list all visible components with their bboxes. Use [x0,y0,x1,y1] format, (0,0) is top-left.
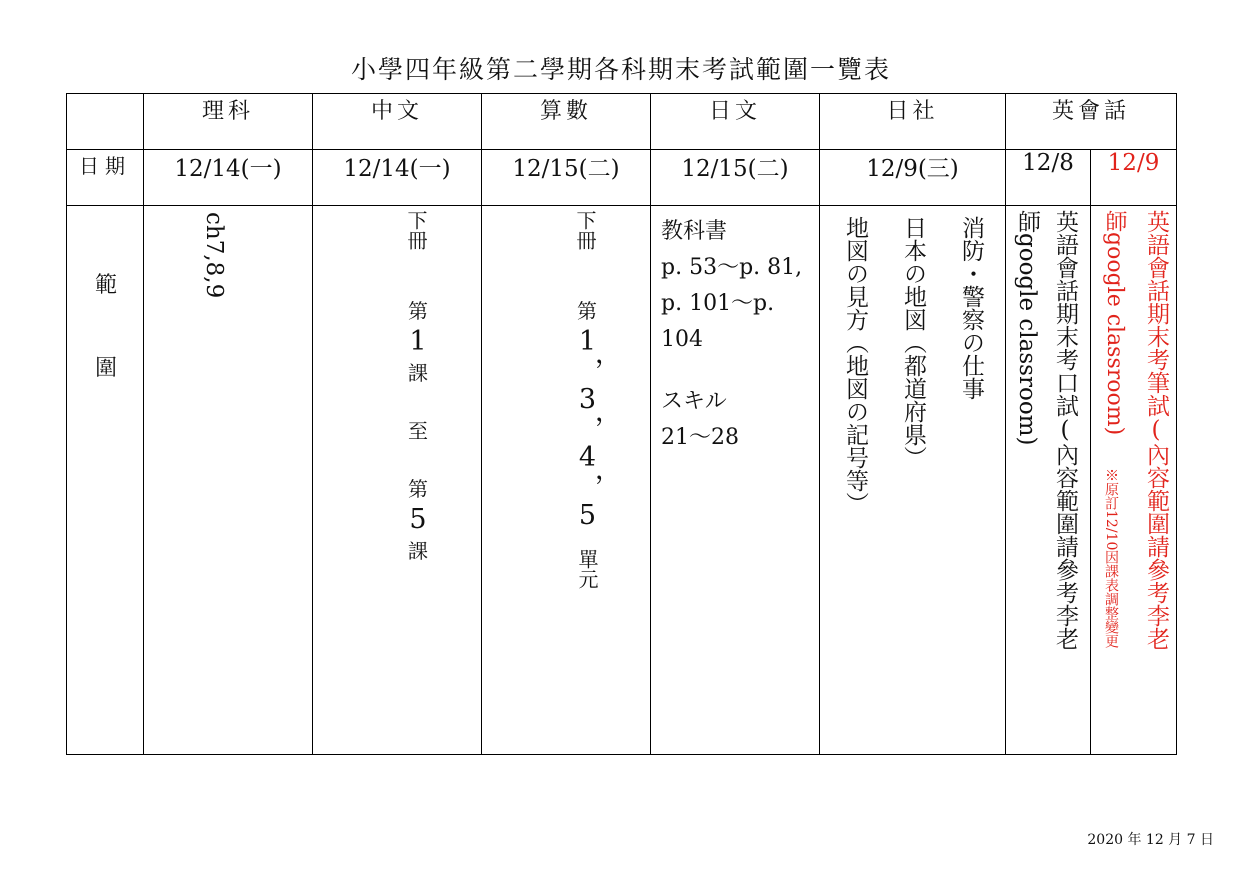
range-row [67,206,1177,755]
exam-range-table [66,93,1177,755]
range-japanese-l3: p. 101～p. 104 [661,291,775,352]
range-chinese-zhi: 至 [408,419,428,443]
range-math [482,206,651,755]
range-chinese-ke2: 課 [408,539,428,563]
range-japanese-l5: 21～28 [661,425,739,450]
range-english-written-note: ※原訂12/10因課表調整變更 [1103,468,1119,649]
footer-date: 2020 年 12 月 7 日 [1087,832,1214,848]
header-math: 算數 [482,94,651,150]
header-chinese: 中文 [313,94,482,150]
range-label-cell [67,206,144,755]
header-japanese: 日文 [651,94,820,150]
range-japanese-l4: スキル [661,389,727,414]
date-math: 12/15(二) [482,150,651,206]
range-social-col3: 地図の見方（地図の記号等） [842,216,868,515]
range-social-col2: 日本の地図（都道府県） [900,216,926,469]
header-science: 理科 [144,94,313,150]
range-math-danyuan: 單元 [575,549,599,589]
range-math-units: 1，3，4，5 [572,326,603,531]
range-chinese [313,206,482,755]
page-title: 小學四年級第二學期各科期末考試範圍一覽表 [350,55,891,84]
header-row [67,94,1177,150]
range-japanese [651,206,820,755]
date-label: 日期 [67,150,144,206]
range-english-oral-col2: 師google classroom) [1014,210,1040,446]
range-english-written-col2: 師google classroom) [1102,210,1127,436]
range-chinese-di1: 第 [408,299,428,323]
range-label-1: 範 [95,273,118,298]
range-chinese-num1: 1 [409,326,427,357]
range-label-2: 圍 [95,356,118,381]
range-english-written [1091,206,1177,755]
date-japanese: 12/15(二) [651,150,820,206]
range-chinese-line2 [403,296,433,566]
date-social: 12/9(三) [820,150,1006,206]
range-social [820,206,1006,755]
header-social: 日社 [820,94,1006,150]
range-chinese-ke1: 課 [408,361,428,385]
range-chinese-di2: 第 [408,477,428,501]
corner-cell [67,94,144,150]
range-math-line2 [572,296,602,589]
range-math-di: 第 [577,299,597,323]
range-science [144,206,313,755]
range-math-line1: 下冊 [573,210,597,250]
date-chinese: 12/14(一) [313,150,482,206]
range-social-col1: 消防・警察の仕事 [958,216,984,400]
range-japanese-l2: p. 53～p. 81, [661,255,803,280]
range-english-oral [1006,206,1091,755]
date-science: 12/14(一) [144,150,313,206]
date-english-oral: 12/8 [1006,150,1091,206]
range-english-written-col1: 英語會話期末考筆試(內容範圍請參考李老 [1143,210,1169,650]
range-english-oral-col1: 英語會話期末考口試(內容範圍請參考李老 [1052,210,1078,650]
range-english-written-col2-wrap [1099,210,1129,435]
range-science-text: ch7,8,9 [201,212,227,299]
header-english: 英會話 [1006,94,1177,150]
date-row [67,150,1177,206]
range-chinese-line1: 下冊 [404,210,428,250]
range-chinese-num2: 5 [409,504,427,535]
range-japanese-l1: 教科書 [661,219,728,244]
date-english-written: 12/9 [1091,150,1177,206]
